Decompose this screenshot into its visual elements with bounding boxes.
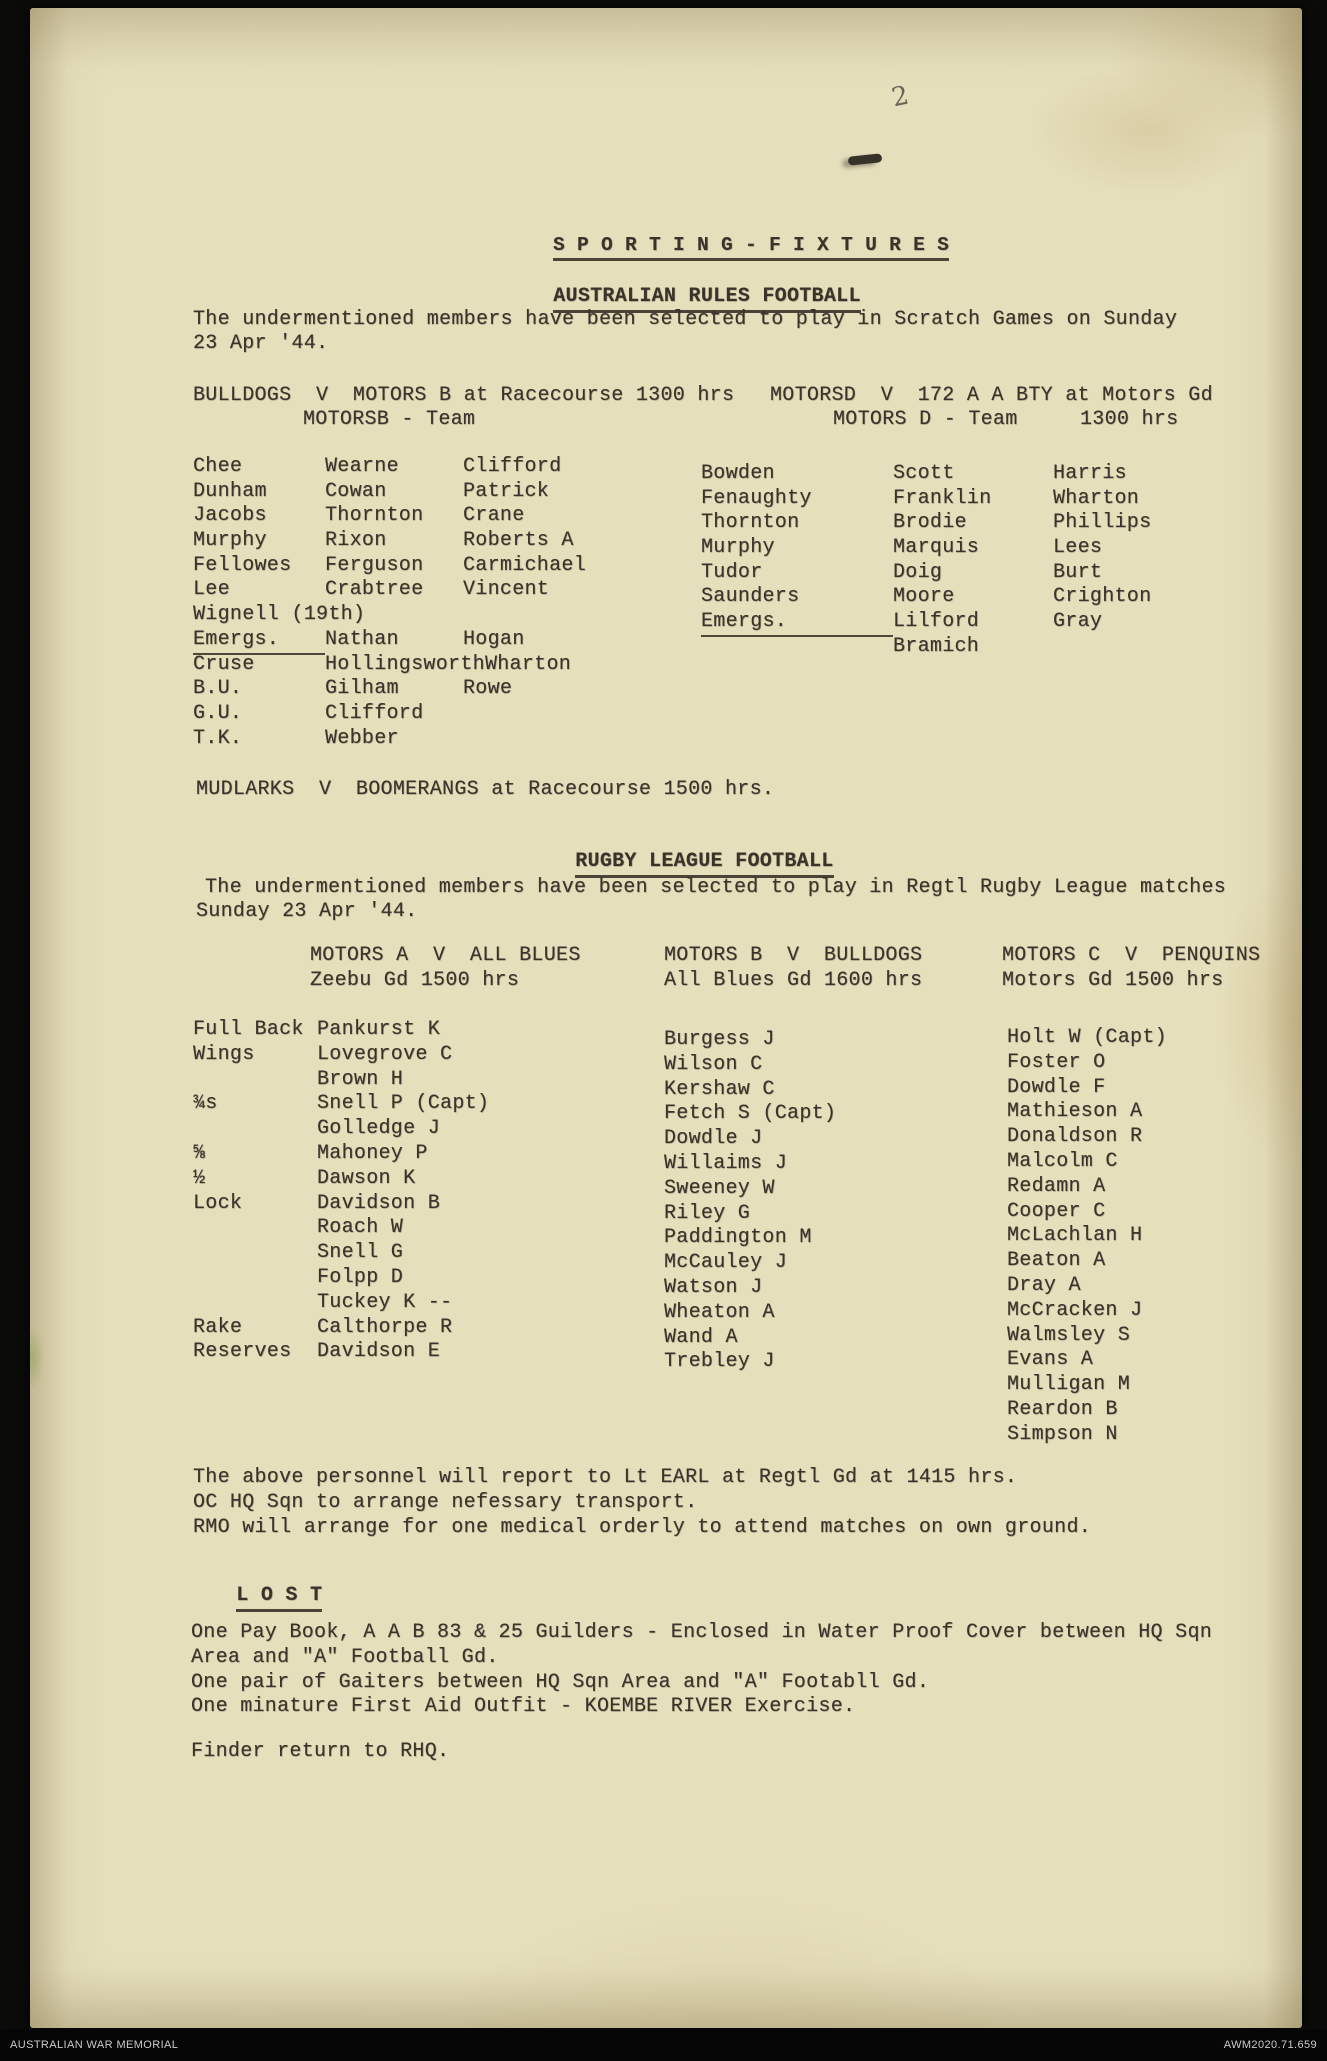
lost-footer-line: Finder return to RHQ. (191, 1740, 450, 1763)
text-line: Fetch S (Capt) (664, 1102, 837, 1126)
player-name: Wearne (325, 455, 399, 478)
text-line (193, 1291, 304, 1316)
text-line (193, 1216, 304, 1241)
player-name: Bramich (893, 634, 980, 658)
text-line: Beaton A (1007, 1249, 1106, 1273)
text-line: Mathieson A (1007, 1100, 1143, 1124)
player-name: Saunders (701, 585, 800, 609)
text-line: Reserves (193, 1340, 292, 1364)
text-line: Holt W (Capt) (1007, 1026, 1167, 1049)
roster-row (193, 529, 586, 554)
player-name: Cruse (193, 652, 255, 676)
roster-row (193, 702, 586, 727)
roster-row (193, 480, 586, 505)
text-line: Lock (193, 1191, 243, 1215)
text-line: Wheaton A (664, 1300, 775, 1324)
text-line: Riley G (664, 1201, 751, 1225)
roster-row (701, 635, 1151, 660)
text-line: Calthorpe R (317, 1315, 453, 1339)
player-name: Crabtree (325, 578, 424, 602)
text-line: Burgess J (664, 1028, 775, 1051)
player-name (463, 702, 475, 727)
text-line: McCauley J (664, 1251, 788, 1275)
player-name (503, 603, 515, 628)
player-name: Doig (893, 560, 943, 584)
roster-row (193, 677, 586, 702)
text-line: Davidson E (317, 1340, 441, 1364)
ink-smear-mark (848, 153, 883, 166)
text-line: Lovegrove C (317, 1042, 453, 1066)
player-name: B.U. (193, 677, 243, 701)
text-line (193, 1241, 304, 1266)
text-line: Redamn A (1007, 1174, 1106, 1198)
player-name: Lees (1053, 536, 1103, 560)
player-name: Thornton (325, 504, 424, 528)
afl-roster-left (193, 455, 586, 751)
text-line: Cooper C (1007, 1199, 1106, 1223)
text-line: Wings (193, 1042, 255, 1066)
player-name: Webber (325, 726, 399, 750)
rugby-fixture-b: MOTORS B V BULLDOGS (664, 944, 923, 967)
archive-footer-bar (0, 2029, 1327, 2061)
player-name: Wharton (1053, 486, 1140, 510)
text-line: Golledge J (317, 1117, 441, 1141)
lost-items (191, 1621, 1212, 1720)
player-name (365, 603, 503, 628)
player-name: Rowe (463, 677, 513, 701)
text-line: Reardon B (1007, 1397, 1118, 1421)
text-line: Donaldson R (1007, 1125, 1143, 1149)
player-name: Hollingsworth (325, 652, 485, 676)
player-name: Emergs. (193, 628, 325, 655)
player-name: Jacobs (193, 504, 267, 528)
player-name: Brodie (893, 511, 967, 535)
text-line: ¾s (193, 1092, 218, 1116)
roster-row (193, 554, 586, 579)
rugby-roster-b (664, 1028, 836, 1375)
text-line (193, 1068, 304, 1093)
text-line: The undermentioned members have been selected to play in Scratch Games on Sunday (193, 308, 1178, 331)
text-line: Mahoney P (317, 1141, 428, 1165)
player-name: Fellowes (193, 553, 292, 577)
afl-intro (193, 308, 1177, 355)
rugby-roster-c (1007, 1026, 1167, 1448)
roster-row (701, 536, 1151, 561)
section-heading-rugby: RUGBY LEAGUE FOOTBALL (526, 825, 834, 899)
text-line: 23 Apr '44. (193, 331, 329, 355)
text-line: Tuckey K -- (317, 1290, 453, 1314)
text-line: Pankurst K (317, 1018, 441, 1041)
report-notes (193, 1466, 1091, 1540)
text-line: Roach W (317, 1216, 404, 1240)
player-name: Patrick (463, 479, 550, 503)
roster-row (701, 610, 1151, 635)
roster-row (701, 487, 1151, 512)
player-name: Emergs. (701, 610, 893, 637)
text-line: One minature First Aid Outfit - KOEMBE RIVER Exercise. (191, 1695, 856, 1719)
player-name: Bowden (701, 462, 775, 485)
text-line: Evans A (1007, 1348, 1094, 1372)
player-name: Crighton (1053, 585, 1152, 609)
text-line: Sweeney W (664, 1176, 775, 1200)
player-name: Burt (1053, 560, 1103, 584)
text-line: OC HQ Sqn to arrange nefessary transport. (193, 1490, 698, 1514)
text-line: Dowdle J (664, 1127, 763, 1151)
player-name: Dunham (193, 479, 267, 503)
rugby-fixture-a: MOTORS A V ALL BLUES (310, 944, 581, 967)
roster-row (193, 628, 586, 653)
player-name: Chee (193, 455, 243, 478)
player-name: Roberts A (463, 529, 574, 553)
page-title-text: S P O R T I N G - F I X T U R E S (553, 234, 949, 261)
rugby-intro-line1: The undermentioned members have been selected to play in Regtl Rugby League matches (205, 876, 1227, 899)
rugby-venue-b: All Blues Gd 1600 hrs (664, 969, 923, 992)
text-line: Dawson K (317, 1166, 416, 1190)
roster-row (701, 561, 1151, 586)
player-name: Wharton (484, 652, 572, 676)
player-name: Vincent (463, 578, 550, 602)
player-name: Lee (193, 578, 230, 602)
roster-row (193, 504, 586, 529)
text-line: Snell G (317, 1241, 404, 1265)
player-name: G.U. (193, 701, 243, 725)
text-line: Wilson C (664, 1052, 763, 1076)
rugby-positions-column (193, 1018, 304, 1365)
text-line: ½ (193, 1166, 206, 1190)
roster-row (193, 455, 586, 480)
player-name: Carmichael (463, 553, 587, 577)
text-line: Folpp D (317, 1265, 404, 1289)
text-line: Dowdle F (1007, 1075, 1106, 1099)
player-name: Moore (893, 585, 955, 609)
roster-row (701, 462, 1151, 487)
text-line: Kershaw C (664, 1077, 775, 1101)
player-name: Marquis (893, 536, 980, 560)
text-line: One pair of Gaiters between HQ Sqn Area and "A" Footabll Gd. (191, 1670, 930, 1694)
text-line: Walmsley S (1007, 1323, 1131, 1347)
text-line: Simpson N (1007, 1422, 1118, 1446)
text-line: Trebley J (664, 1350, 775, 1374)
afl-roster-right (701, 462, 1151, 660)
player-name: Gilham (325, 677, 399, 701)
text-line (193, 1266, 304, 1291)
text-line: Area and "A" Football Gd. (191, 1645, 499, 1669)
player-name: Nathan (325, 627, 399, 651)
text-line (193, 1117, 304, 1142)
player-name: Clifford (463, 455, 562, 478)
player-name: Fenaughty (701, 486, 812, 510)
player-name: Lilford (893, 610, 980, 634)
player-name: Harris (1053, 462, 1127, 485)
text-line: The above personnel will report to Lt EARL at Regtl Gd at 1415 hrs. (193, 1466, 1018, 1489)
afl-time-right: 1300 hrs (1080, 408, 1179, 431)
text-line: Snell P (Capt) (317, 1092, 490, 1116)
text-line: Willaims J (664, 1151, 788, 1175)
player-name: Cowan (325, 479, 387, 503)
roster-row (701, 585, 1151, 610)
handwritten-mark: 2 (889, 80, 912, 114)
player-name (463, 727, 475, 752)
text-line: Malcolm C (1007, 1149, 1118, 1173)
text-line: One Pay Book, A A B 83 & 25 Guilders - Enclosed in Water Proof Cover between HQ Sqn (191, 1621, 1213, 1644)
text-line: Rake (193, 1315, 243, 1339)
player-name: Franklin (893, 486, 992, 510)
text-line: Dray A (1007, 1273, 1081, 1297)
text-line: McCracken J (1007, 1298, 1143, 1322)
rugby-intro-line2: Sunday 23 Apr '44. (196, 900, 418, 923)
text-line: Brown H (317, 1067, 404, 1091)
document-page (30, 8, 1302, 2028)
archive-footer-left: AUSTRALIAN WAR MEMORIAL (10, 2039, 179, 2051)
player-name: Clifford (325, 701, 424, 725)
roster-row (193, 578, 586, 603)
section-heading-lost: L O S T (187, 1559, 322, 1633)
afl-extra-fixture: MUDLARKS V BOOMERANGS at Racecourse 1500 hrs. (196, 778, 775, 801)
text-line: RMO will arrange for one medical orderly to attend matches on own ground. (193, 1515, 1092, 1539)
text-line: Full Back (193, 1018, 304, 1041)
section-heading-afl: AUSTRALIAN RULES FOOTBALL (504, 260, 861, 334)
rugby-fixture-c: MOTORS C V PENQUINS (1002, 944, 1261, 967)
text-line: Davidson B (317, 1191, 441, 1215)
player-name: T.K. (193, 726, 243, 750)
rugby-venue-a: Zeebu Gd 1500 hrs (310, 969, 520, 992)
archive-footer-right: AWM2020.71.659 (1223, 2039, 1317, 2051)
player-name: Rixon (325, 529, 387, 553)
player-name: Murphy (193, 529, 267, 553)
text-line: Watson J (664, 1275, 763, 1299)
rugby-venue-c: Motors Gd 1500 hrs (1002, 969, 1224, 992)
afl-team-label-right: MOTORS D - Team (833, 408, 1018, 431)
rugby-roster-a (317, 1018, 489, 1365)
afl-fixture-left: BULLDOGS V MOTORS B at Racecourse 1300 hrs (193, 384, 735, 407)
player-name: Gray (1053, 610, 1103, 634)
player-name (701, 635, 893, 660)
player-name (1053, 635, 1065, 660)
player-name: Hogan (463, 627, 525, 651)
player-name: Murphy (701, 536, 775, 560)
text-line: ⅝ (193, 1141, 206, 1165)
player-name: Scott (893, 462, 955, 485)
afl-fixture-right: MOTORSD V 172 A A BTY at Motors Gd (770, 384, 1213, 407)
text-line: Foster O (1007, 1050, 1106, 1074)
roster-row (193, 603, 586, 628)
player-name: Tudor (701, 560, 763, 584)
text-line: Mulligan M (1007, 1373, 1131, 1397)
text-line: Wand A (664, 1325, 738, 1349)
roster-row (701, 511, 1151, 536)
player-name: Thornton (701, 511, 800, 535)
player-name: Crane (463, 504, 525, 528)
text-line: McLachlan H (1007, 1224, 1143, 1248)
player-name: Wignell (19th) (193, 603, 366, 627)
text-line: Paddington M (664, 1226, 812, 1250)
roster-row (193, 727, 586, 752)
roster-row (193, 653, 586, 678)
player-name: Phillips (1053, 511, 1152, 535)
player-name: Ferguson (325, 553, 424, 577)
afl-team-label-left: MOTORSB - Team (303, 408, 476, 431)
